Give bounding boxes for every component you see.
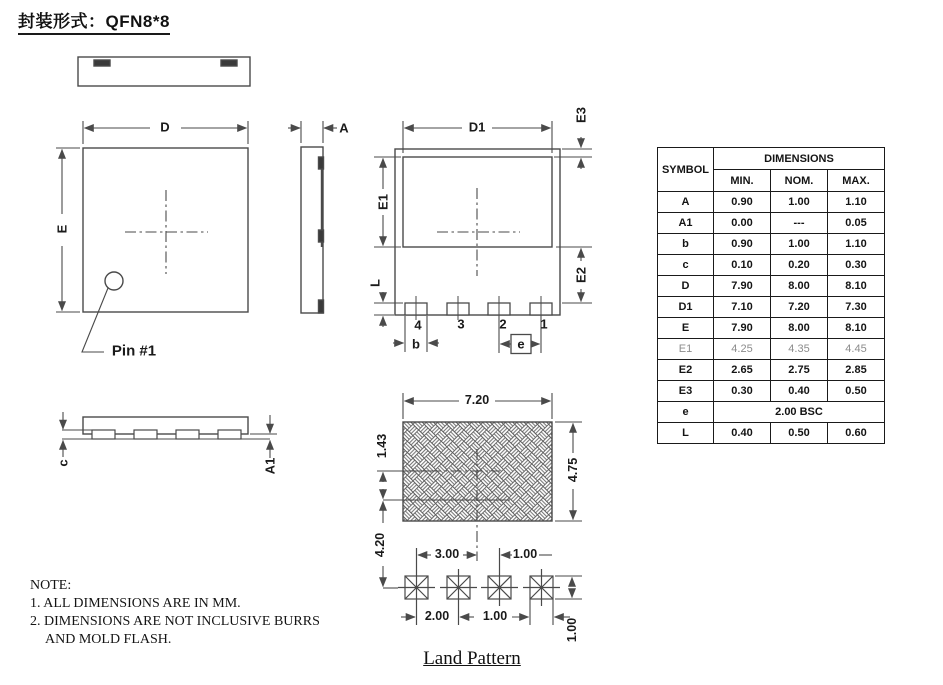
table-header-symbol: SYMBOL bbox=[658, 148, 714, 192]
dim-label-e2: E2 bbox=[573, 267, 589, 283]
col-header-min: MIN. bbox=[714, 170, 771, 192]
lp-dim-pad-width: 1.00 bbox=[482, 608, 508, 623]
table-row: D1 7.10 7.20 7.30 bbox=[658, 297, 885, 318]
land-pattern-drawing bbox=[374, 393, 582, 625]
note-block bbox=[30, 577, 320, 649]
side-view bbox=[288, 121, 337, 313]
dim-label-d: D bbox=[160, 119, 170, 135]
table-row: c 0.10 0.20 0.30 bbox=[658, 255, 885, 276]
lp-dim-height: 4.75 bbox=[565, 457, 580, 483]
table-row: E1 4.25 4.35 4.45 bbox=[658, 339, 885, 360]
table-row: E 7.90 8.00 8.10 bbox=[658, 318, 885, 339]
note-line: AND MOLD FLASH. bbox=[45, 632, 172, 647]
lp-dim-offset-pads: 4.20 bbox=[372, 532, 387, 558]
dimensions-table bbox=[657, 147, 885, 444]
table-header-row bbox=[658, 148, 885, 170]
lp-dim-offset-center: 1.43 bbox=[374, 433, 389, 459]
dim-label-l: L bbox=[367, 279, 383, 287]
pin-number-2: 2 bbox=[499, 316, 507, 332]
dim-label-e-pitch: e bbox=[517, 336, 525, 352]
front-view bbox=[62, 412, 277, 458]
dim-label-c: c bbox=[55, 459, 71, 467]
table-row: e 2.00 BSC bbox=[658, 402, 885, 423]
table-row: L 0.40 0.50 0.60 bbox=[658, 423, 885, 444]
col-header-nom: NOM. bbox=[771, 170, 828, 192]
top-view bbox=[56, 121, 248, 352]
dim-label-a: A bbox=[339, 120, 349, 136]
bottom-view bbox=[374, 121, 592, 354]
lp-dim-center-to-inner: 1.00 bbox=[512, 546, 538, 561]
table-row: E2 2.65 2.75 2.85 bbox=[658, 360, 885, 381]
note-line: 2. DIMENSIONS ARE NOT INCLUSIVE BURRS bbox=[30, 614, 320, 629]
dim-label-e: E bbox=[54, 224, 70, 234]
table-row: E3 0.30 0.40 0.50 bbox=[658, 381, 885, 402]
dim-label-e3: E3 bbox=[573, 107, 589, 123]
dim-label-e1: E1 bbox=[375, 194, 391, 210]
pin-number-1: 1 bbox=[540, 316, 548, 332]
dim-label-d1: D1 bbox=[468, 119, 486, 135]
table-row: A 0.90 1.00 1.10 bbox=[658, 192, 885, 213]
table-row: b 0.90 1.00 1.10 bbox=[658, 234, 885, 255]
dim-label-a1: A1 bbox=[262, 457, 278, 475]
pin1-label: Pin #1 bbox=[111, 342, 157, 360]
note-line: 1. ALL DIMENSIONS ARE IN MM. bbox=[30, 596, 241, 611]
col-header-max: MAX. bbox=[828, 170, 885, 192]
land-pattern-title: Land Pattern bbox=[423, 648, 521, 669]
lp-dim-pad-height: 1.00 bbox=[564, 617, 579, 643]
page-title: 封装形式：QFN8*8 bbox=[18, 7, 170, 35]
top-strip-view bbox=[78, 57, 250, 86]
pin-number-4: 4 bbox=[414, 317, 422, 333]
table-row: D 7.90 8.00 8.10 bbox=[658, 276, 885, 297]
lp-dim-center-to-outer: 3.00 bbox=[434, 546, 460, 561]
lp-dim-pitch: 2.00 bbox=[424, 608, 450, 623]
table-header-dimensions: DIMENSIONS bbox=[714, 148, 885, 170]
dim-label-b: b bbox=[412, 336, 420, 352]
table-row: A1 0.00 --- 0.05 bbox=[658, 213, 885, 234]
pin-number-3: 3 bbox=[457, 316, 465, 332]
note-heading: NOTE: bbox=[30, 578, 72, 593]
lp-dim-width: 7.20 bbox=[464, 392, 490, 407]
